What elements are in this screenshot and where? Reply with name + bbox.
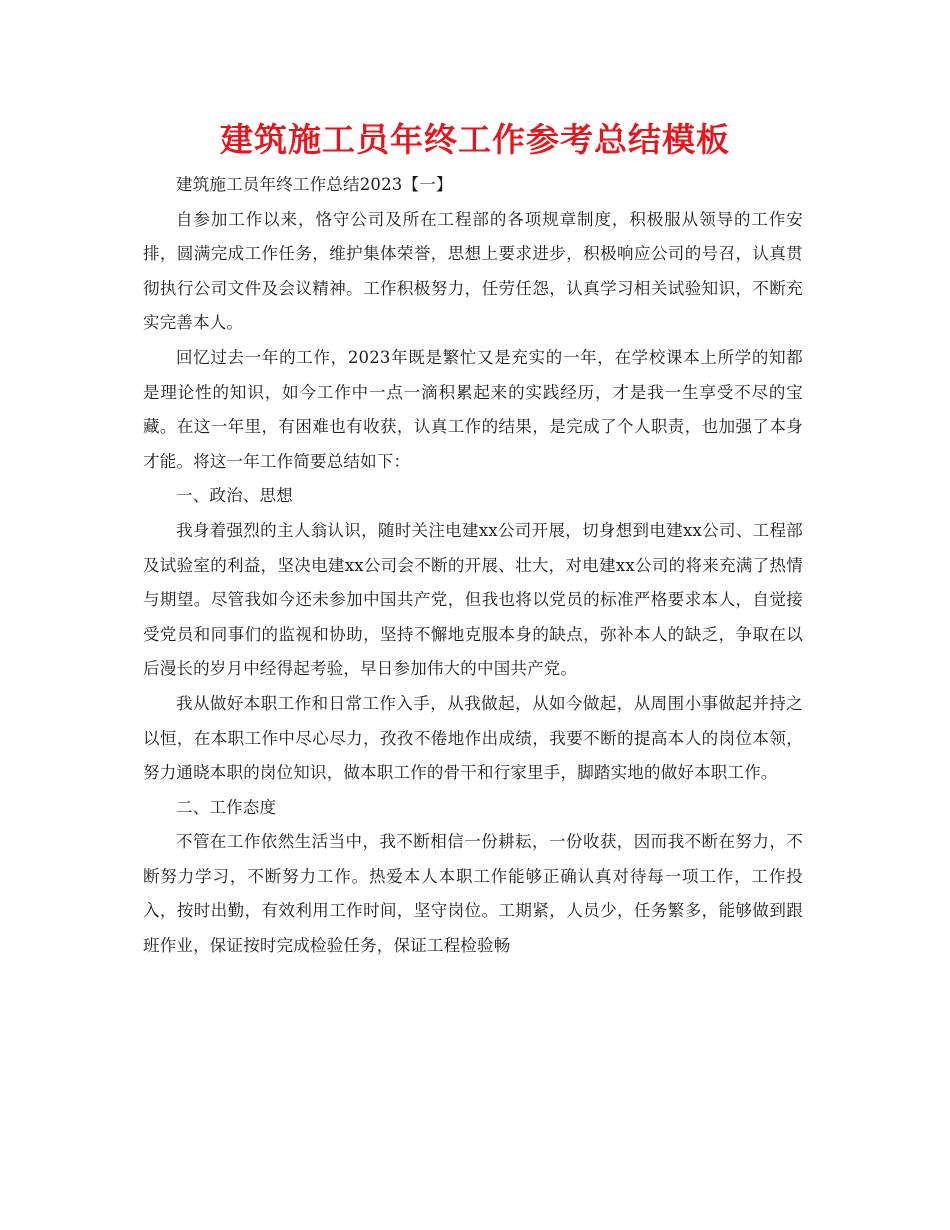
body-paragraph: 不管在工作依然生活当中，我不断相信一份耕耘，一份收获，因而我不断在努力，不断努力学习，不断努力工作。热爱本人本职工作能够正确认真对待每一项工作，工作投入，按时出勤，有效利用工作时间，坚守岗位。工期紧，人员少，任务繁多，能够做到跟班作业，保证按时完成检验任务，保证工程检验畅 (143, 832, 803, 956)
document-body (143, 168, 803, 964)
section-heading: 二、工作态度 (176, 797, 277, 817)
document-title: 建筑施工员年终工作参考总结模板 (220, 120, 730, 159)
body-paragraph: 我身着强烈的主人翁认识，随时关注电建xx公司开展，切身想到电建xx公司、工程部及试验室的利益，坚决电建xx公司会不断的开展、壮大，对电建xx公司的将来充满了热情与期望。尽管我如今还未参加中国共产党，但我也将以党员的标准严格要求本人，自觉接受党员和同事们的监视和协助，坚持不懈地克服本身的缺点，弥补本人的缺乏，争取在以后漫长的岁月中经得起考验，早日参加伟大的中国共产党。 (143, 520, 803, 679)
body-paragraph: 我从做好本职工作和日常工作入手，从我做起，从如今做起，从周围小事做起并持之以恒，在本职工作中尽心尽力，孜孜不倦地作出成绩，我要不断的提高本人的岗位本领，努力通晓本职的岗位知识，做本职工作的骨干和行家里手，脚踏实地的做好本职工作。 (143, 693, 803, 783)
body-paragraph: 回忆过去一年的工作，2023年既是繁忙又是充实的一年，在学校课本上所学的知都是理论性的知识，如今工作中一点一滴积累起来的实践经历，才是我一生享受不尽的宝藏。在这一年里，有困难也有收获，认真工作的结果，是完成了个人职责，也加强了本身才能。将这一年工作简要总结如下： (143, 347, 803, 471)
section-heading: 一、政治、思想 (176, 486, 293, 506)
body-paragraph: 自参加工作以来，恪守公司及所在工程部的各项规章制度，积极服从领导的工作安排，圆满完成工作任务，维护集体荣誉，思想上要求进步，积极响应公司的号召，认真贯彻执行公司文件及会议精神。工作积极努力，任劳任怨，认真学习相关试验知识，不断充实完善本人。 (143, 209, 803, 333)
subtitle-paragraph: 建筑施工员年终工作总结2023【一】 (176, 175, 453, 194)
